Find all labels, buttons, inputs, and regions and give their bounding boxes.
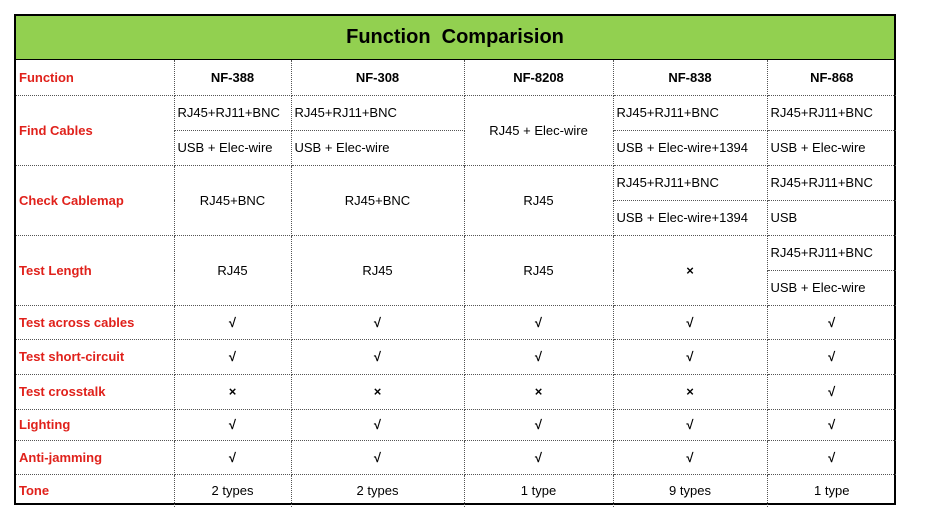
table-row: [16, 440, 896, 474]
cross-mark: ×: [174, 374, 291, 409]
check-mark: √: [767, 440, 896, 474]
check-mark: √: [767, 374, 896, 409]
header-model-nf308: NF-308: [291, 60, 464, 95]
cross-mark: ×: [613, 374, 767, 409]
table-row: [16, 235, 896, 270]
table-cell: RJ45+RJ11+BNC: [767, 235, 896, 270]
table-cell: 1 type: [464, 474, 613, 507]
check-mark: √: [464, 339, 613, 374]
table-cell: RJ45+BNC: [291, 165, 464, 235]
check-mark: √: [291, 440, 464, 474]
table-cell: RJ45: [464, 165, 613, 235]
row-label-test-crosstalk: Test crosstalk: [16, 374, 174, 409]
table-cell: USB + Elec-wire+1394: [613, 130, 767, 165]
table-cell: USB + Elec-wire: [174, 130, 291, 165]
check-mark: √: [464, 305, 613, 339]
check-mark: √: [174, 409, 291, 440]
table-cell: RJ45: [174, 235, 291, 305]
table-cell: RJ45+RJ11+BNC: [767, 95, 896, 130]
table-cell: USB + Elec-wire: [291, 130, 464, 165]
check-mark: √: [174, 305, 291, 339]
table-cell: USB + Elec-wire: [767, 130, 896, 165]
check-mark: √: [767, 305, 896, 339]
check-mark: √: [464, 440, 613, 474]
table-cell: RJ45+RJ11+BNC: [767, 165, 896, 200]
row-label-find-cables: Find Cables: [16, 95, 174, 165]
check-mark: √: [174, 440, 291, 474]
check-mark: √: [613, 339, 767, 374]
cross-mark: ×: [291, 374, 464, 409]
table-row: [16, 409, 896, 440]
check-mark: √: [291, 409, 464, 440]
table-row: [16, 305, 896, 339]
row-label-anti-jamming: Anti-jamming: [16, 440, 174, 474]
table-cell: RJ45+RJ11+BNC: [613, 95, 767, 130]
header-model-nf838: NF-838: [613, 60, 767, 95]
row-label-lighting: Lighting: [16, 409, 174, 440]
table-cell: RJ45+RJ11+BNC: [291, 95, 464, 130]
table-cell: 2 types: [291, 474, 464, 507]
check-mark: √: [291, 305, 464, 339]
row-label-test-short-circuit: Test short-circuit: [16, 339, 174, 374]
check-mark: √: [767, 339, 896, 374]
table-row: [16, 165, 896, 200]
table-row: [16, 339, 896, 374]
cross-mark: ×: [464, 374, 613, 409]
table-cell: RJ45: [291, 235, 464, 305]
row-label-check-cablemap: Check Cablemap: [16, 165, 174, 235]
table-cell: RJ45 + Elec-wire: [464, 95, 613, 165]
table-cell: USB + Elec-wire: [767, 270, 896, 305]
header-model-nf388: NF-388: [174, 60, 291, 95]
table-title: Function Comparision: [16, 16, 894, 60]
row-label-tone: Tone: [16, 474, 174, 507]
table-cell: 9 types: [613, 474, 767, 507]
table-cell: 2 types: [174, 474, 291, 507]
table-cell: USB: [767, 200, 896, 235]
header-model-nf8208: NF-8208: [464, 60, 613, 95]
table-row: [16, 474, 896, 507]
cross-mark: ×: [613, 235, 767, 305]
check-mark: √: [291, 339, 464, 374]
check-mark: √: [464, 409, 613, 440]
check-mark: √: [174, 339, 291, 374]
table-cell: RJ45+RJ11+BNC: [174, 95, 291, 130]
check-mark: √: [613, 305, 767, 339]
table-cell: RJ45: [464, 235, 613, 305]
table-cell: RJ45+RJ11+BNC: [613, 165, 767, 200]
comparison-table-frame: [14, 14, 896, 505]
table-cell: USB + Elec-wire+1394: [613, 200, 767, 235]
check-mark: √: [613, 409, 767, 440]
table-cell: RJ45+BNC: [174, 165, 291, 235]
comparison-table: [16, 60, 896, 507]
table-row: [16, 95, 896, 130]
check-mark: √: [613, 440, 767, 474]
table-row: [16, 374, 896, 409]
table-cell: 1 type: [767, 474, 896, 507]
row-label-test-length: Test Length: [16, 235, 174, 305]
header-row: [16, 60, 896, 95]
row-label-test-across-cables: Test across cables: [16, 305, 174, 339]
check-mark: √: [767, 409, 896, 440]
header-model-nf868: NF-868: [767, 60, 896, 95]
header-function-label: Function: [16, 60, 174, 95]
